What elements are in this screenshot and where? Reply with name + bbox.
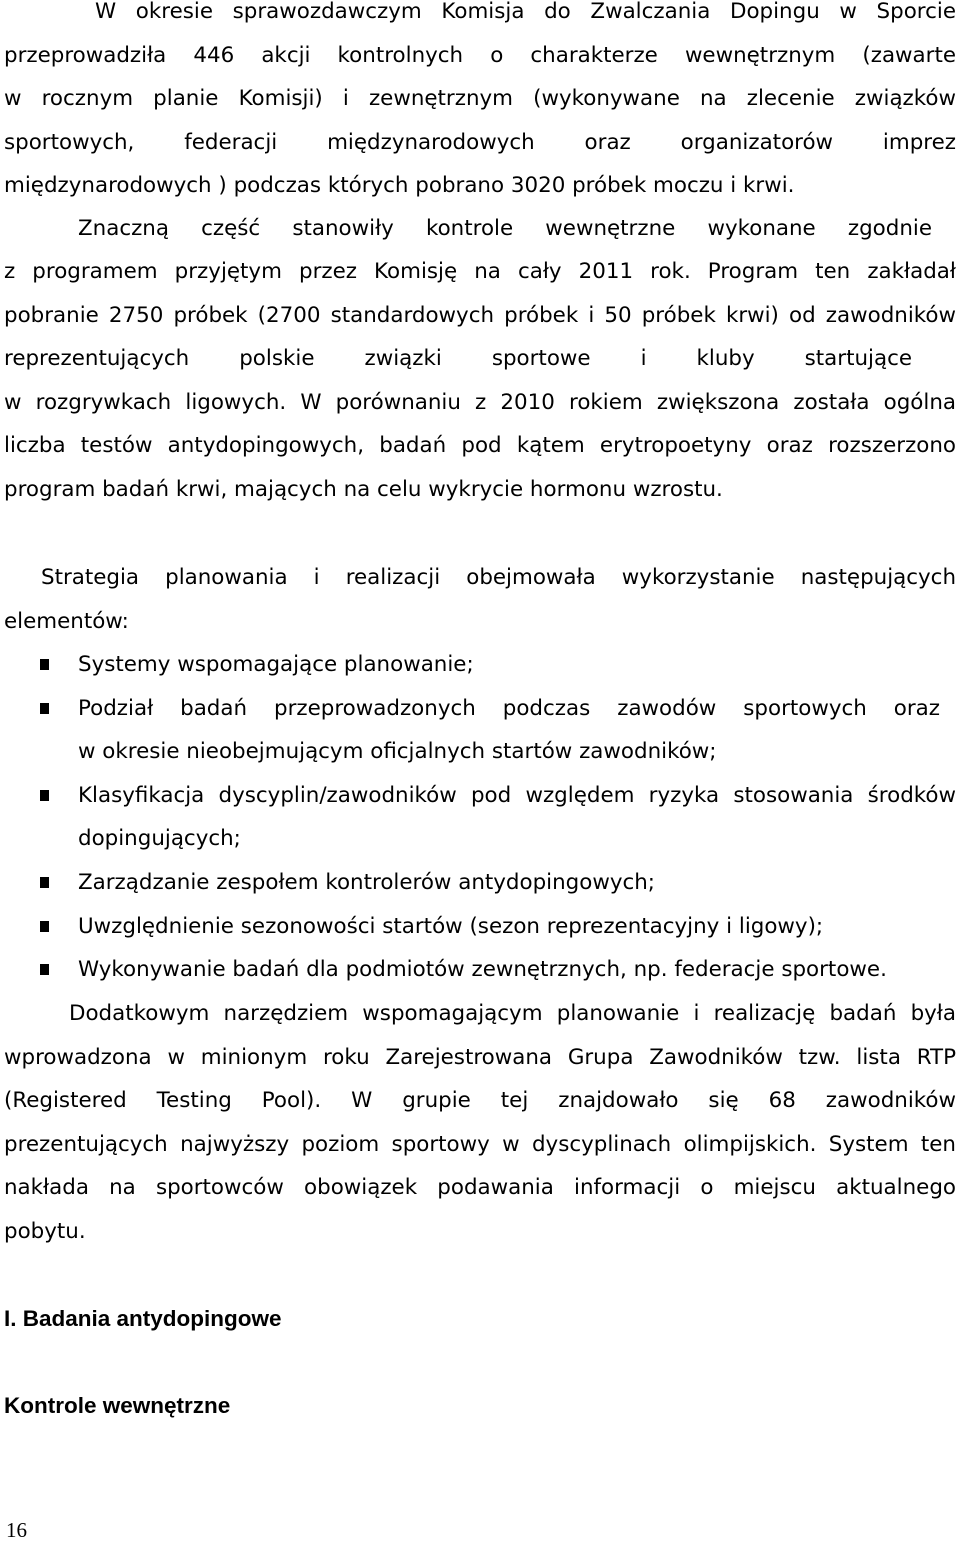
list-item [4,861,940,905]
page-number: 16 [6,1518,27,1542]
list-item [4,687,940,774]
square-bullet-icon [40,964,49,975]
square-bullet-icon [40,790,49,801]
text-line: Uwzględnienie sezonowości startów (sezon reprezentacyjny i ligowy); [78,913,824,939]
strategy-elements-list [4,643,956,992]
list-item [4,774,956,861]
text-line: Klasyfikacja dyscyplin/zawodników pod względem ryzyka stosowania środków [78,782,956,808]
section-heading: I. Badania antydopingowe [4,1306,282,1331]
text-line: przeprowadziła 446 akcji kontrolnych o charakterze wewnętrznym (zawarte [4,42,956,68]
text-line: program badań krwi, mających na celu wykrycie hormonu wzrostu. [4,476,723,502]
text-line: elementów: [4,608,129,634]
text-line: sportowych, federacji międzynarodowych oraz organizatorów imprez [4,129,956,155]
square-bullet-icon [40,877,49,888]
text-line: pobranie 2750 próbek (2700 standardowych próbek i 50 próbek krwi) od zawodników [4,302,956,328]
text-line: międzynarodowych ) podczas których pobrano 3020 próbek moczu i krwi. [4,173,795,199]
text-line: prezentujących najwyższy poziom sportowy w dyscyplinach olimpijskich. System ten [4,1131,956,1157]
text-line: nakłada na sportowców obowiązek podawania informacji o miejscu aktualnego [4,1175,956,1201]
paragraph-internal-controls [4,207,932,251]
text-line: reprezentujących polskie związki sportowe i kluby startujące [4,346,912,372]
text-line: Podział badań przeprowadzonych podczas zawodów sportowych oraz [78,695,940,721]
text-line: Znaczną część stanowiły kontrole wewnętrzne wykonane zgodnie [78,216,932,241]
text-line: w rocznym planie Komisji) i zewnętrznym (wykonywane na zlecenie związków [4,86,956,112]
subsection-heading: Kontrole wewnętrzne [4,1393,231,1418]
text-line: pobytu. [4,1218,86,1244]
paragraph-internal-controls-cont [4,250,956,512]
text-line: Zarządzanie zespołem kontrolerów antydopingowych; [78,869,656,895]
text-line: w okresie nieobejmującym oficjalnych startów zawodników; [78,739,717,765]
text-line: Systemy wspomagające planowanie; [78,652,474,677]
text-line: (Registered Testing Pool). W grupie tej znajdowało się 68 zawodników [4,1088,956,1114]
text-line: dopingujących; [78,826,241,852]
text-line: liczba testów antydopingowych, badań pod kątem erytropoetyny oraz rozszerzono [4,433,956,459]
square-bullet-icon [40,703,49,714]
square-bullet-icon [40,921,49,932]
text-line: z programem przyjętym przez Komisję na cały 2011 rok. Program ten zakładał [4,259,956,284]
text-line: wprowadzona w minionym roku Zarejestrowana Grupa Zawodników tzw. lista RTP [4,1044,956,1070]
paragraph-rtp [4,992,956,1254]
square-bullet-icon [40,659,49,670]
text-line: Strategia planowania i realizacji obejmowała wykorzystanie następujących [41,565,956,590]
list-item [4,905,940,949]
text-line: w rozgrywkach ligowych. W porównaniu z 2010 rokiem zwiększona została ogólna [4,389,956,415]
list-item [4,948,940,992]
paragraph-intro [4,0,956,208]
list-item [4,643,940,687]
paragraph-strategy [4,556,956,643]
text-line: W okresie sprawozdawczym Komisja do Zwalczania Dopingu w Sporcie [95,0,956,24]
text-line: Dodatkowym narzędziem wspomagającym planowanie i realizację badań była [69,1001,956,1026]
text-line: Wykonywanie badań dla podmiotów zewnętrznych, np. federacje sportowe. [78,957,887,983]
